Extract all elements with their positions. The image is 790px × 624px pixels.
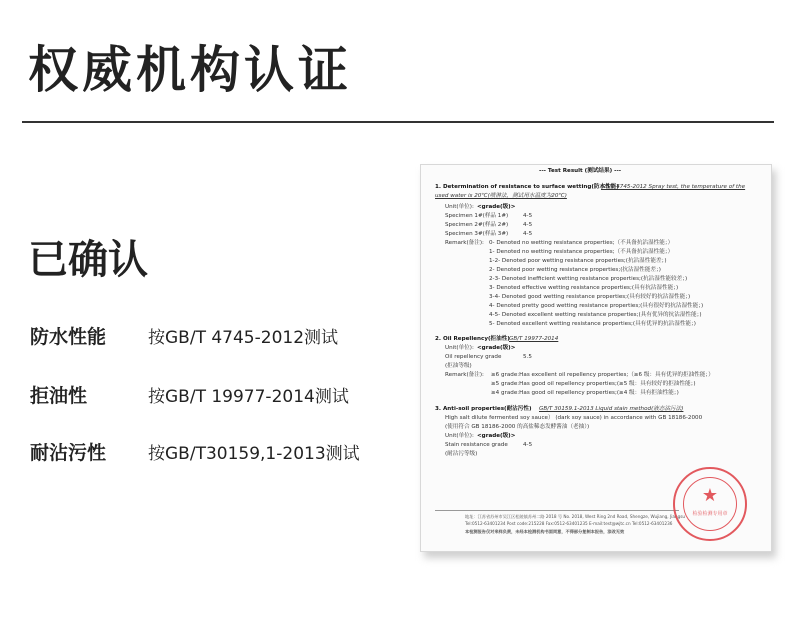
section-2-title: 2. Oil Repellency(拒油性) xyxy=(435,336,510,342)
specimen-name: Specimen 2#(样品 2#) xyxy=(445,222,509,228)
remark-label: Remark(备注): xyxy=(445,372,484,378)
section-1-title: 1. Determination of resistance to surface wetting(防水性能) xyxy=(435,184,619,190)
remark-line: 4-5- Denoted excellent wetting resistance properties;(具有优异的抗沾湿性能；) xyxy=(489,312,702,318)
unit-value: <grade(级)> xyxy=(477,345,516,351)
test-standard: 按GB/T 4745-2012测试 xyxy=(148,327,339,348)
remark-line: ≥5 grade:Has good oil repellency properties;(≥5 级：具有较好的拒油性能；) xyxy=(491,381,696,387)
official-seal xyxy=(673,467,747,541)
section-3-title: 3. Anti-soil properties(耐沾污性) xyxy=(435,406,532,412)
grade-label-cn: (耐沾污等级) xyxy=(445,451,478,457)
grade-label-cn: (拒油等级) xyxy=(445,363,472,369)
section-3-desc-cn: (使用符合 GB 18186-2000 的高盐稀态发酵酱油（老抽）) xyxy=(445,424,590,430)
remark-line: 3- Denoted effective wetting resistance properties;(具有抗沾湿性能；) xyxy=(489,285,679,291)
specimen-value: 4-5 xyxy=(523,231,533,237)
footer-contact: Tel:0512-63401234 Post code:215228 Fax:0512-63401235 E-mail:test@wjtc.cn Tel:0512-63401236 xyxy=(465,521,673,526)
remark-label: Remark(备注): xyxy=(445,240,484,246)
remark-line: 0- Denoted no wetting resistance properties;（不具备抗沾湿性能；） xyxy=(489,240,674,246)
page-title: 权威机构认证 xyxy=(28,41,352,99)
specimen-value: 4-5 xyxy=(523,222,533,228)
specimen-value: 4-5 xyxy=(523,213,533,219)
remark-line: 1-2- Denoted poor wetting resistance properties;(抗沾湿性能差；) xyxy=(489,258,667,264)
test-row-oil-repellency xyxy=(30,379,349,409)
seal-text: 检验检测专用章 xyxy=(692,511,728,517)
remark-line: 4- Denoted pretty good wetting resistance properties;(具有很好的抗沾湿性能；) xyxy=(489,303,704,309)
unit-label: Unit(单位): xyxy=(445,433,474,439)
test-standard: 按GB/T30159,1-2013测试 xyxy=(148,443,360,464)
unit-value: <grade(级)> xyxy=(477,433,516,439)
footer-divider xyxy=(435,510,679,511)
grade-value: 5.5 xyxy=(523,354,532,360)
footer-disclaimer: 本检测报告仅对来样负责，未经本检测机构书面同意，不得部分复制本报告，涂改无效 xyxy=(465,529,625,534)
section-1-standard-cont: used water is 20℃(喷淋法，测试用水温度为20℃) xyxy=(435,193,567,199)
test-label: 防水性能 xyxy=(30,325,107,348)
section-2-standard: GB/T 19977-2014 xyxy=(509,336,559,342)
section-3-standard: GB/T 30159.1-2013 Liquid stain method(液态沾污法) xyxy=(539,406,684,412)
footer-address: 地址：江苏省苏州市吴江区松陵镇苏州二路 2018 号 No. 2018, West Ring 2nd Road, Shengze, Wujiang, Jiangsu xyxy=(465,514,686,519)
section-1-standard: GB/T 4745-2012 Spray test, the temperature of the xyxy=(601,184,746,190)
grade-label: Oil repellency grade xyxy=(445,354,502,360)
test-certificate xyxy=(420,164,772,552)
test-row-waterproof xyxy=(30,320,338,350)
grade-value: 4-5 xyxy=(523,442,533,448)
test-label: 拒油性 xyxy=(30,384,88,407)
remark-line: 2- Denoted poor wetting resistance properties;(抗沾湿性能差；) xyxy=(489,267,661,273)
remark-line: ≥6 grade:Has excellent oil repellency properties;（≥6 级：具有优异的拒油性能；） xyxy=(491,372,714,378)
specimen-name: Specimen 1#(样品 1#) xyxy=(445,213,509,219)
unit-value: <grade(级)> xyxy=(477,204,516,210)
remark-line: ≥4 grade:Has good oil repellency properties;(≥4 级：具有拒油性能；) xyxy=(491,390,679,396)
specimen-name: Specimen 3#(样品 3#) xyxy=(445,231,509,237)
section-3-desc: High salt dilute fermented soy sauce） (dark soy sauce) in accordance with GB 18186-2000 xyxy=(445,415,703,421)
remark-line: 5- Denoted excellent wetting resistance properties;(具有优异的抗沾湿性能；) xyxy=(489,321,696,327)
grade-label: Stain resistance grade xyxy=(445,442,508,448)
test-row-anti-soil xyxy=(30,436,360,466)
star-icon: ★ xyxy=(701,485,719,506)
test-standard: 按GB/T 19977-2014测试 xyxy=(148,386,349,407)
remark-line: 3-4- Denoted good wetting resistance properties;(具有较好的抗沾湿性能；) xyxy=(489,294,691,300)
unit-label: Unit(单位): xyxy=(445,204,474,210)
title-divider xyxy=(22,121,774,123)
remark-line: 1- Denoted no wetting resistance properties;（不具备抗沾湿性能；） xyxy=(489,249,674,255)
unit-label: Unit(单位): xyxy=(445,345,474,351)
confirmed-heading: 已确认 xyxy=(28,237,148,283)
certificate-heading: --- Test Result (测试结果) --- xyxy=(539,168,622,174)
remark-line: 2-3- Denoted inefficient wetting resistance properties;(抗沾湿性能较差；) xyxy=(489,276,688,282)
test-label: 耐沾污性 xyxy=(30,441,107,464)
